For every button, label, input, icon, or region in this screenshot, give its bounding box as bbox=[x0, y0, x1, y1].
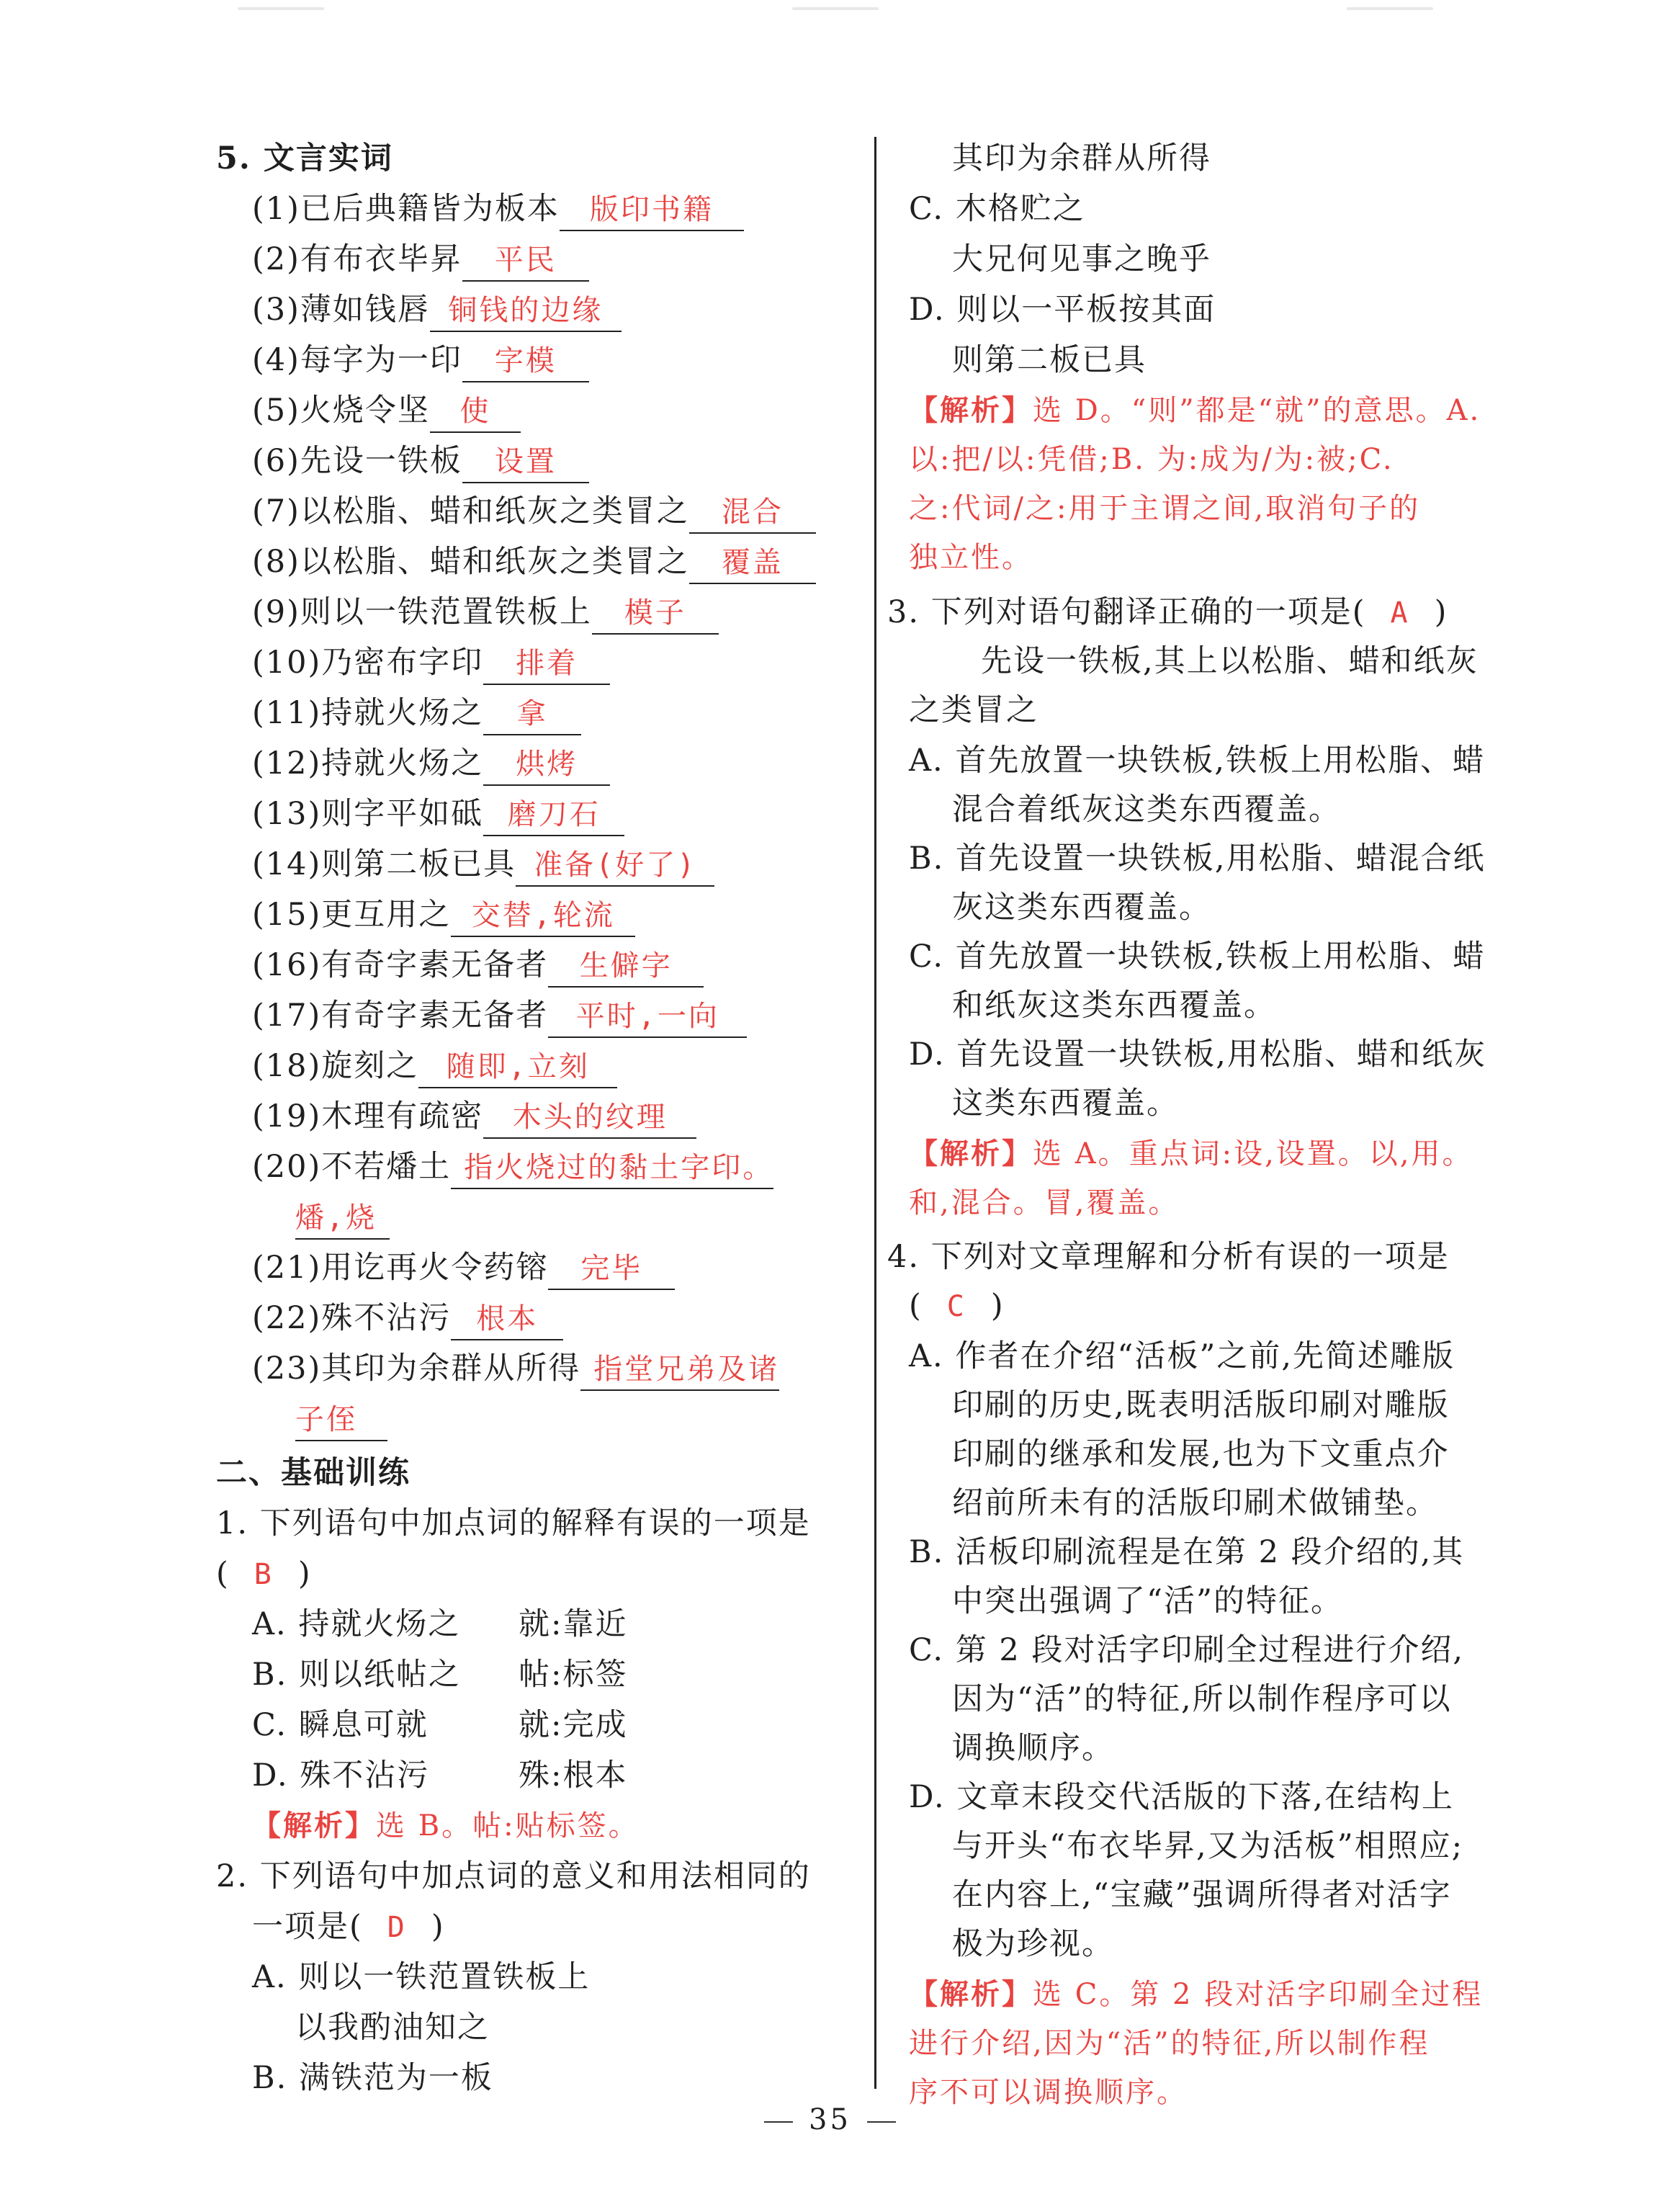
option: C. 首先放置一块铁板,铁板上用松脂、蜡 bbox=[909, 939, 1486, 975]
answer: 指堂兄弟及诸 bbox=[580, 1351, 779, 1391]
question-stem: 一项是( D ) bbox=[252, 1909, 445, 1945]
section-title: 二、基础训练 bbox=[216, 1455, 410, 1491]
option: A. 首先放置一块铁板,铁板上用松脂、蜡 bbox=[909, 743, 1486, 779]
question-stem: 3. 下列对语句翻译正确的一项是( A ) bbox=[887, 594, 1448, 630]
vocab-item: (11)持就火炀之 拿 bbox=[252, 691, 581, 735]
option: 其印为余群从所得 bbox=[952, 140, 1211, 176]
option: A. 作者在介绍“活板”之前,先简述雕版 bbox=[909, 1338, 1455, 1374]
answer: 平时,一向 bbox=[548, 998, 747, 1038]
answer: 覆盖 bbox=[689, 544, 816, 584]
answer: 拿 bbox=[483, 695, 581, 735]
vocab-item: (1)已后典籍皆为板本 版印书籍 bbox=[252, 187, 744, 231]
option: B. 活板印刷流程是在第 2 段介绍的,其 bbox=[909, 1534, 1465, 1570]
answer: 模子 bbox=[592, 594, 719, 635]
analysis-line: 之:代词/之:用于主谓之间,取消句子的 bbox=[909, 492, 1421, 525]
option: C. 木格贮之 bbox=[909, 191, 1085, 227]
vocab-item: (21)用讫再火令药镕 完毕 bbox=[252, 1246, 675, 1290]
answer: 设置 bbox=[462, 443, 589, 483]
option: 极为珍视。 bbox=[952, 1926, 1114, 1962]
option: 和纸灰这类东西覆盖。 bbox=[952, 988, 1276, 1024]
vocab-item: (5)火烧令坚 使 bbox=[252, 389, 521, 433]
question-paren: ( B ) bbox=[216, 1556, 312, 1592]
vocab-item: (6)先设一铁板 设置 bbox=[252, 439, 589, 483]
vocab-item: (23)其印为余群从所得 指堂兄弟及诸 bbox=[252, 1347, 779, 1391]
scan-mark bbox=[238, 7, 324, 10]
option: 与开头“布衣毕昇,又为活板”相照应; bbox=[952, 1828, 1464, 1864]
analysis-line: 独立性。 bbox=[909, 541, 1033, 574]
answer: 根本 bbox=[451, 1300, 563, 1340]
vocab-item: (22)殊不沾污 根本 bbox=[252, 1297, 563, 1340]
answer: 指火烧过的黏土字印。 bbox=[451, 1149, 773, 1189]
option: 在内容上,“宝藏”强调所得者对活字 bbox=[952, 1877, 1452, 1913]
option: 印刷的历史,既表明活版印刷对雕版 bbox=[952, 1387, 1450, 1423]
option: D. 文章末段交代活版的下落,在结构上 bbox=[909, 1779, 1454, 1815]
vocab-item: (8)以松脂、蜡和纸灰之类冒之 覆盖 bbox=[252, 540, 816, 584]
answer: D bbox=[387, 1911, 407, 1944]
option: D. 首先设置一块铁板,用松脂、蜡和纸灰 bbox=[909, 1036, 1486, 1073]
vocab-item: (20)不若燔土 指火烧过的黏土字印。 bbox=[252, 1145, 773, 1189]
option: A. 则以一铁范置铁板上 bbox=[252, 1959, 591, 1995]
option: C. 瞬息可就 就:完成 bbox=[252, 1707, 628, 1743]
answer: 生僻字 bbox=[548, 947, 704, 988]
vocab-item: (2)有布衣毕昇 平民 bbox=[252, 238, 589, 282]
vocab-item-cont bbox=[295, 1397, 387, 1441]
answer: A bbox=[1390, 596, 1410, 630]
answer: 燔,烧 bbox=[295, 1199, 390, 1240]
scan-mark bbox=[1347, 7, 1433, 10]
vocab-item: (4)每字为一印 字模 bbox=[252, 339, 589, 382]
option: D. 殊不沾污 殊:根本 bbox=[252, 1757, 628, 1794]
option: 以我酌油知之 bbox=[295, 2010, 490, 2046]
option: 因为“活”的特征,所以制作程序可以 bbox=[952, 1681, 1452, 1717]
analysis-line: 进行介绍,因为“活”的特征,所以制作程 bbox=[909, 2027, 1430, 2060]
vocab-item: (10)乃密布字印 排着 bbox=[252, 641, 610, 685]
vocab-item: (18)旋刻之 随即,立刻 bbox=[252, 1044, 617, 1088]
answer: C bbox=[946, 1290, 966, 1323]
vocab-item: (16)有奇字素无备者 生僻字 bbox=[252, 944, 704, 988]
section-title: 5. 文言实词 bbox=[216, 140, 393, 176]
answer: 交替,轮流 bbox=[451, 897, 635, 937]
answer: 字模 bbox=[462, 342, 589, 382]
option: 这类东西覆盖。 bbox=[952, 1085, 1179, 1121]
option: B. 则以纸帖之 帖:标签 bbox=[252, 1657, 628, 1693]
option: 绍前所未有的活版印刷术做铺垫。 bbox=[952, 1485, 1438, 1521]
option: 印刷的继承和发展,也为下文重点介 bbox=[952, 1436, 1450, 1472]
vocab-item: (19)木理有疏密 木头的纹理 bbox=[252, 1095, 696, 1139]
question-stem: 4. 下列对文章理解和分析有误的一项是 bbox=[887, 1239, 1450, 1275]
analysis: 【解析】选 B。帖:贴标签。 bbox=[252, 1809, 640, 1842]
analysis: 【解析】选 A。重点词:设,设置。以,用。 bbox=[909, 1137, 1473, 1170]
option: 混合着纸灰这类东西覆盖。 bbox=[952, 792, 1341, 828]
question-stem: 1. 下列语句中加点词的解释有误的一项是 bbox=[216, 1505, 811, 1541]
vocab-item: (7)以松脂、蜡和纸灰之类冒之 混合 bbox=[252, 490, 816, 534]
vocab-item-cont bbox=[295, 1196, 390, 1240]
column-divider bbox=[874, 137, 876, 2089]
vocab-item: (15)更互用之 交替,轮流 bbox=[252, 893, 635, 937]
answer: 随即,立刻 bbox=[418, 1048, 617, 1088]
option: 灰这类东西覆盖。 bbox=[952, 890, 1211, 926]
vocab-item: (14)则第二板已具 准备(好了) bbox=[252, 843, 714, 887]
quote: 先设一铁板,其上以松脂、蜡和纸灰 bbox=[981, 643, 1479, 679]
option: B. 首先设置一块铁板,用松脂、蜡混合纸 bbox=[909, 841, 1486, 877]
question-stem: 2. 下列语句中加点词的意义和用法相同的 bbox=[216, 1858, 811, 1894]
answer: B bbox=[254, 1558, 274, 1591]
answer: 使 bbox=[430, 393, 521, 433]
answer: 混合 bbox=[689, 493, 816, 534]
answer: 子侄 bbox=[295, 1401, 387, 1441]
answer: 烘烤 bbox=[483, 745, 610, 786]
vocab-item: (3)薄如钱唇 铜钱的边缘 bbox=[252, 288, 622, 332]
option: 调换顺序。 bbox=[952, 1730, 1114, 1766]
option: B. 满铁范为一板 bbox=[252, 2060, 493, 2096]
vocab-item: (9)则以一铁范置铁板上 模子 bbox=[252, 591, 719, 635]
answer: 排着 bbox=[483, 645, 610, 685]
answer: 平民 bbox=[462, 241, 589, 282]
option: 中突出强调了“活”的特征。 bbox=[952, 1583, 1343, 1619]
analysis: 【解析】选 D。“则”都是“就”的意思。A. bbox=[909, 393, 1481, 427]
answer: 准备(好了) bbox=[516, 846, 714, 887]
answer: 版印书籍 bbox=[560, 191, 744, 231]
analysis-line: 序不可以调换顺序。 bbox=[909, 2076, 1188, 2109]
answer: 木头的纹理 bbox=[483, 1098, 696, 1139]
answer: 磨刀石 bbox=[483, 796, 624, 836]
vocab-item: (17)有奇字素无备者 平时,一向 bbox=[252, 994, 747, 1038]
question-paren: ( C ) bbox=[909, 1288, 1005, 1324]
option: 大兄何见事之晚乎 bbox=[952, 241, 1211, 277]
analysis: 【解析】选 C。第 2 段对活字印刷全过程 bbox=[909, 1977, 1484, 2011]
option: A. 持就火炀之 就:靠近 bbox=[252, 1606, 628, 1642]
page-number: 35 bbox=[0, 2103, 1660, 2136]
answer: 铜钱的边缘 bbox=[430, 292, 622, 332]
option: 则第二板已具 bbox=[952, 342, 1147, 378]
scan-mark bbox=[792, 7, 879, 10]
analysis-line: 和,混合。冒,覆盖。 bbox=[909, 1186, 1180, 1219]
answer: 完毕 bbox=[548, 1250, 675, 1290]
quote: 之类冒之 bbox=[909, 692, 1038, 728]
vocab-item: (12)持就火炀之 烘烤 bbox=[252, 742, 610, 786]
vocab-item: (13)则字平如砥 磨刀石 bbox=[252, 792, 624, 836]
option: D. 则以一平板按其面 bbox=[909, 292, 1216, 328]
option: C. 第 2 段对活字印刷全过程进行介绍, bbox=[909, 1632, 1465, 1668]
analysis-line: 以:把/以:凭借;B. 为:成为/为:被;C. bbox=[909, 443, 1394, 476]
